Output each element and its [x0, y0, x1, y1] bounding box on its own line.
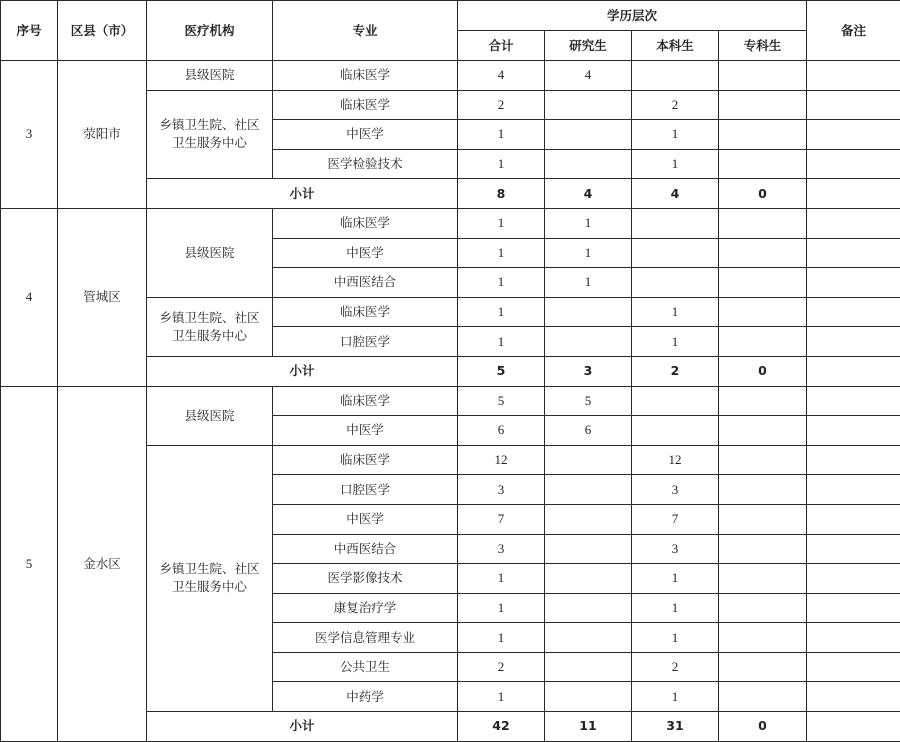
table-row: [1, 61, 900, 91]
subtotal-remark: [807, 179, 900, 209]
total-cell: 1: [458, 564, 545, 594]
college-cell: [719, 120, 807, 150]
remark-cell: [807, 475, 900, 505]
bachelor-cell: [632, 238, 719, 268]
institution-name: 县级医院: [147, 208, 273, 297]
graduate-cell: [545, 534, 632, 564]
remark-cell: [807, 534, 900, 564]
college-cell: [719, 238, 807, 268]
remark-cell: [807, 90, 900, 120]
major-cell: 公共卫生: [273, 652, 458, 682]
col-header-major: 专业: [273, 1, 458, 61]
bachelor-cell: [632, 416, 719, 446]
col-header-bachelor: 本科生: [632, 31, 719, 61]
graduate-cell: [545, 593, 632, 623]
total-cell: 6: [458, 416, 545, 446]
header-row-1: [1, 1, 900, 31]
institution-name: 县级医院: [147, 386, 273, 445]
major-cell: 医学检验技术: [273, 149, 458, 179]
remark-cell: [807, 445, 900, 475]
bachelor-cell: [632, 386, 719, 416]
major-cell: 医学影像技术: [273, 564, 458, 594]
col-header-edu-level: 学历层次: [458, 1, 807, 31]
bachelor-cell: 2: [632, 652, 719, 682]
total-cell: 3: [458, 534, 545, 564]
graduate-cell: [545, 564, 632, 594]
county-name: 荥阳市: [58, 61, 147, 209]
graduate-cell: [545, 327, 632, 357]
graduate-cell: [545, 652, 632, 682]
major-cell: 中医学: [273, 120, 458, 150]
remark-cell: [807, 652, 900, 682]
total-cell: 7: [458, 504, 545, 534]
subtotal-graduate: 4: [545, 179, 632, 209]
graduate-cell: [545, 504, 632, 534]
institution-name: 乡镇卫生院、社区卫生服务中心: [147, 297, 273, 356]
bachelor-cell: 3: [632, 534, 719, 564]
major-cell: 医学信息管理专业: [273, 623, 458, 653]
major-cell: 临床医学: [273, 445, 458, 475]
remark-cell: [807, 238, 900, 268]
total-cell: 12: [458, 445, 545, 475]
major-cell: 中西医结合: [273, 534, 458, 564]
graduate-cell: [545, 297, 632, 327]
major-cell: 口腔医学: [273, 475, 458, 505]
college-cell: [719, 386, 807, 416]
college-cell: [719, 445, 807, 475]
table-body: [1, 61, 900, 742]
bachelor-cell: 3: [632, 475, 719, 505]
graduate-cell: 1: [545, 238, 632, 268]
major-cell: 中医学: [273, 238, 458, 268]
major-cell: 临床医学: [273, 90, 458, 120]
bachelor-cell: 7: [632, 504, 719, 534]
bachelor-cell: 1: [632, 564, 719, 594]
graduate-cell: [545, 682, 632, 712]
institution-name: 乡镇卫生院、社区卫生服务中心: [147, 90, 273, 179]
college-cell: [719, 652, 807, 682]
total-cell: 5: [458, 386, 545, 416]
remark-cell: [807, 149, 900, 179]
graduate-cell: [545, 623, 632, 653]
college-cell: [719, 682, 807, 712]
subtotal-bachelor: 4: [632, 179, 719, 209]
college-cell: [719, 297, 807, 327]
bachelor-cell: 1: [632, 120, 719, 150]
college-cell: [719, 593, 807, 623]
major-cell: 临床医学: [273, 386, 458, 416]
major-cell: 中药学: [273, 682, 458, 712]
bachelor-cell: 12: [632, 445, 719, 475]
graduate-cell: 5: [545, 386, 632, 416]
institution-name: 县级医院: [147, 61, 273, 91]
remark-cell: [807, 564, 900, 594]
total-cell: 1: [458, 238, 545, 268]
subtotal-college: 0: [719, 179, 807, 209]
subtotal-label: 小计: [147, 356, 458, 386]
graduate-cell: [545, 90, 632, 120]
col-header-remark: 备注: [807, 1, 900, 61]
section-number: 5: [1, 386, 58, 741]
bachelor-cell: 1: [632, 327, 719, 357]
major-cell: 临床医学: [273, 297, 458, 327]
table-row: [1, 386, 900, 416]
subtotal-label: 小计: [147, 712, 458, 742]
college-cell: [719, 564, 807, 594]
graduate-cell: 1: [545, 268, 632, 298]
subtotal-college: 0: [719, 356, 807, 386]
institution-name: 乡镇卫生院、社区卫生服务中心: [147, 445, 273, 711]
major-cell: 口腔医学: [273, 327, 458, 357]
col-header-total: 合计: [458, 31, 545, 61]
total-cell: 1: [458, 682, 545, 712]
major-cell: 中医学: [273, 504, 458, 534]
college-cell: [719, 149, 807, 179]
bachelor-cell: 1: [632, 149, 719, 179]
major-cell: 康复治疗学: [273, 593, 458, 623]
subtotal-label: 小计: [147, 179, 458, 209]
bachelor-cell: [632, 268, 719, 298]
major-cell: 临床医学: [273, 208, 458, 238]
subtotal-college: 0: [719, 712, 807, 742]
major-cell: 中医学: [273, 416, 458, 446]
remark-cell: [807, 208, 900, 238]
graduate-cell: [545, 475, 632, 505]
college-cell: [719, 534, 807, 564]
total-cell: 4: [458, 61, 545, 91]
remark-cell: [807, 386, 900, 416]
col-header-institution: 医疗机构: [147, 1, 273, 61]
major-cell: 临床医学: [273, 61, 458, 91]
graduate-cell: [545, 149, 632, 179]
section-number: 4: [1, 208, 58, 386]
subtotal-bachelor: 2: [632, 356, 719, 386]
graduate-cell: 4: [545, 61, 632, 91]
bachelor-cell: 2: [632, 90, 719, 120]
major-cell: 中西医结合: [273, 268, 458, 298]
subtotal-remark: [807, 356, 900, 386]
subtotal-remark: [807, 712, 900, 742]
total-cell: 2: [458, 652, 545, 682]
remark-cell: [807, 268, 900, 298]
total-cell: 1: [458, 268, 545, 298]
bachelor-cell: 1: [632, 593, 719, 623]
college-cell: [719, 504, 807, 534]
total-cell: 1: [458, 623, 545, 653]
bachelor-cell: 1: [632, 297, 719, 327]
county-name: 金水区: [58, 386, 147, 741]
total-cell: 2: [458, 90, 545, 120]
total-cell: 1: [458, 297, 545, 327]
subtotal-total: 5: [458, 356, 545, 386]
college-cell: [719, 268, 807, 298]
county-name: 管城区: [58, 208, 147, 386]
remark-cell: [807, 416, 900, 446]
section-number: 3: [1, 61, 58, 209]
subtotal-total: 8: [458, 179, 545, 209]
graduate-cell: [545, 445, 632, 475]
table-row: [1, 208, 900, 238]
college-cell: [719, 327, 807, 357]
remark-cell: [807, 297, 900, 327]
college-cell: [719, 623, 807, 653]
col-header-no: 序号: [1, 1, 58, 61]
col-header-county: 区县（市）: [58, 1, 147, 61]
college-cell: [719, 208, 807, 238]
subtotal-graduate: 11: [545, 712, 632, 742]
total-cell: 1: [458, 120, 545, 150]
college-cell: [719, 475, 807, 505]
total-cell: 1: [458, 208, 545, 238]
remark-cell: [807, 504, 900, 534]
total-cell: 1: [458, 593, 545, 623]
bachelor-cell: 1: [632, 623, 719, 653]
remark-cell: [807, 593, 900, 623]
subtotal-bachelor: 31: [632, 712, 719, 742]
graduate-cell: [545, 120, 632, 150]
subtotal-total: 42: [458, 712, 545, 742]
bachelor-cell: 1: [632, 682, 719, 712]
college-cell: [719, 90, 807, 120]
remark-cell: [807, 61, 900, 91]
bachelor-cell: [632, 208, 719, 238]
total-cell: 1: [458, 327, 545, 357]
graduate-cell: 1: [545, 208, 632, 238]
bachelor-cell: [632, 61, 719, 91]
remark-cell: [807, 120, 900, 150]
subtotal-graduate: 3: [545, 356, 632, 386]
college-cell: [719, 416, 807, 446]
graduate-cell: 6: [545, 416, 632, 446]
college-cell: [719, 61, 807, 91]
remark-cell: [807, 327, 900, 357]
remark-cell: [807, 682, 900, 712]
remark-cell: [807, 623, 900, 653]
total-cell: 3: [458, 475, 545, 505]
total-cell: 1: [458, 149, 545, 179]
col-header-graduate: 研究生: [545, 31, 632, 61]
col-header-college: 专科生: [719, 31, 807, 61]
